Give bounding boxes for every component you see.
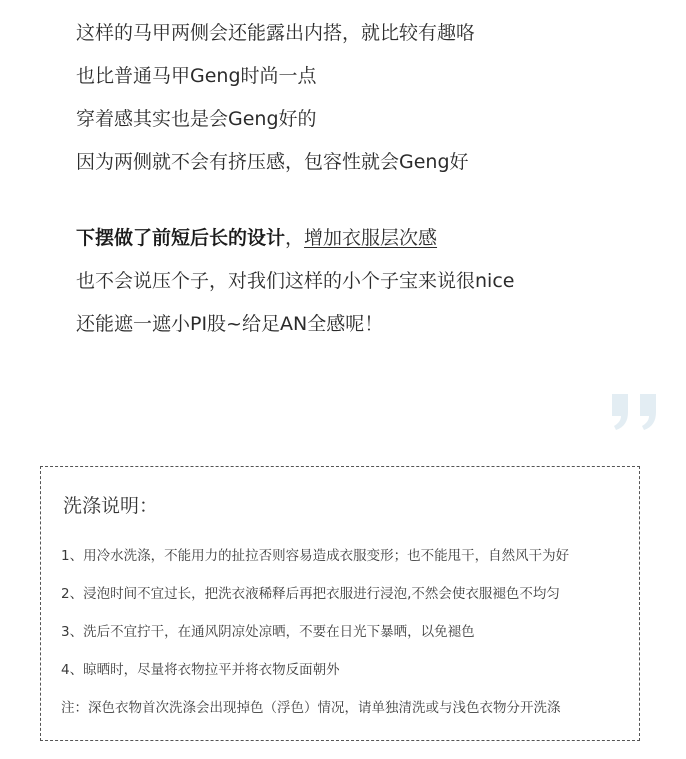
intro-line: 穿着感其实也是会Geng好的 (76, 108, 317, 130)
intro-line: 因为两侧就不会有挤压感，包容性就会Geng好 (76, 151, 469, 173)
care-title: 洗涤说明： (63, 495, 159, 517)
care-item: 4、晾晒时，尽量将衣物拉平并将衣物反面朝外 (61, 662, 340, 678)
care-item: 1、用冷水洗涤，不能用力的扯拉否则容易造成衣服变形；也不能甩干，自然风干为好 (61, 548, 570, 564)
hem-line: 也不会说压个子，对我们这样的小个子宝来说很nice (76, 270, 515, 292)
closing-quote-icon (606, 382, 666, 442)
intro-line: 这样的马甲两侧会还能露出内搭，就比较有趣咯 (76, 22, 476, 44)
hem-underline-text: 增加衣服层次感 (304, 227, 438, 249)
intro-line: 也比普通马甲Geng时尚一点 (76, 65, 317, 87)
care-note: 注：深色衣物首次洗涤会出现掉色（浮色）情况，请单独清洗或与浅色衣物分开洗涤 (61, 700, 561, 716)
hem-bold-text: 下摆做了前短后长的设计 (76, 227, 286, 249)
hem-separator: ， (285, 227, 305, 249)
care-item: 2、浸泡时间不宜过长，把洗衣液稀释后再把衣服进行浸泡,不然会使衣服褪色不均匀 (61, 586, 560, 602)
hem-paragraph (76, 217, 514, 346)
care-item: 3、洗后不宜拧干，在通风阴凉处凉晒，不要在日光下暴晒，以免褪色 (61, 624, 475, 640)
intro-paragraph (76, 12, 475, 184)
hem-line: 还能遮一遮小PI股~给足AN全感呢！ (76, 313, 384, 335)
care-instructions-box (40, 466, 640, 741)
hem-heading-line (76, 217, 514, 260)
